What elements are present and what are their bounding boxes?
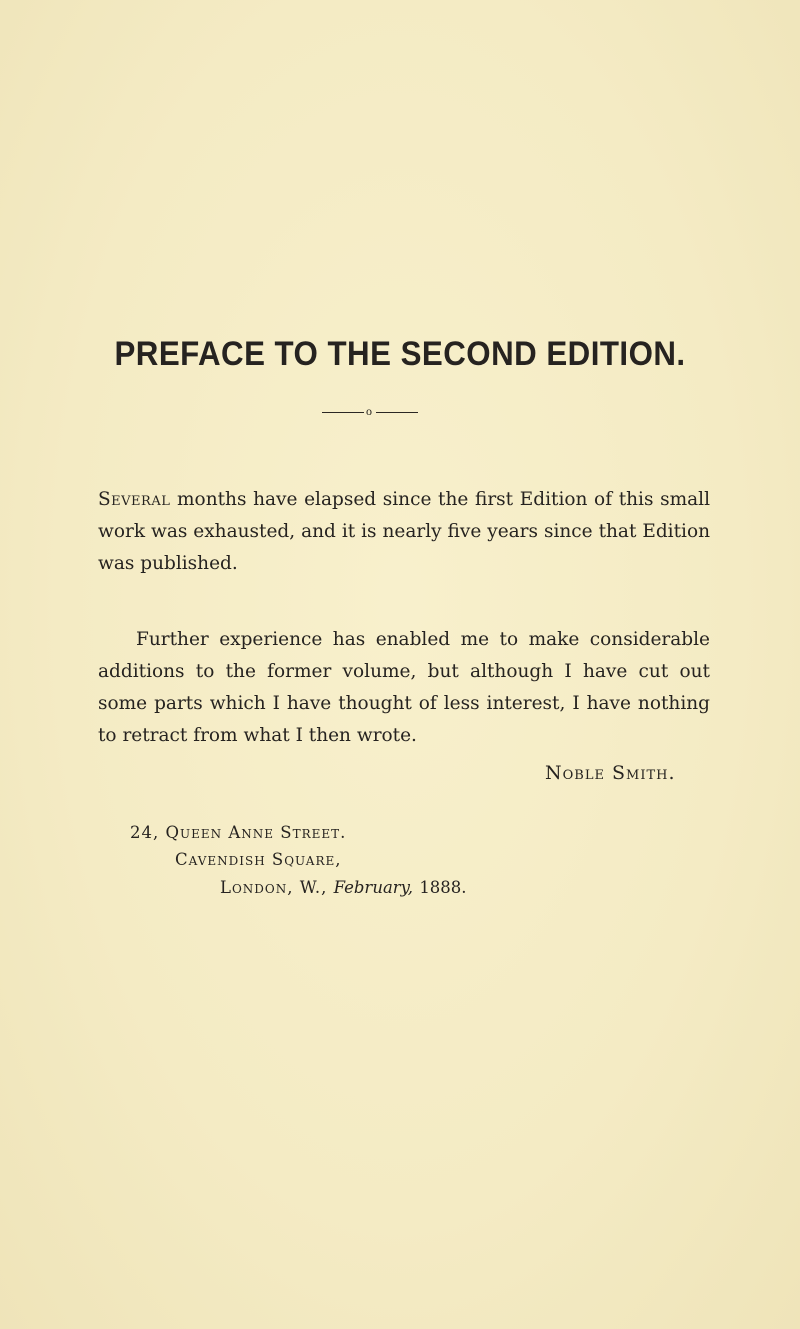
page-title: PREFACE TO THE SECOND EDITION. xyxy=(114,335,686,373)
paragraph-lead-word: Several xyxy=(98,489,171,510)
ornament-glyph: o xyxy=(366,404,372,418)
address-line-2: Cavendish Square, xyxy=(175,850,342,869)
address-line-1: 24, Queen Anne Street. xyxy=(130,823,347,842)
ornament-rule-right xyxy=(376,412,418,413)
preface-paragraph-1 xyxy=(98,484,710,580)
address-year: 1888. xyxy=(419,878,467,897)
title-ornament xyxy=(0,404,800,418)
ornament-rule-left xyxy=(322,412,364,413)
preface-paragraph-2: Further experience has enabled me to make considerable additions to the former volume, but although I have cut out some parts which I have thought of less interest, I have nothing to retract from what I then wrote. xyxy=(98,629,710,746)
address-line-3 xyxy=(220,878,467,897)
address-city: London, W., xyxy=(220,878,328,897)
address-month: February, xyxy=(333,878,414,897)
author-signature: Noble Smith. xyxy=(545,762,676,784)
paragraph-1-text: months have elapsed since the first Edition of this small work was exhausted, and it is nearly five years since that Edition was published. xyxy=(98,489,710,574)
